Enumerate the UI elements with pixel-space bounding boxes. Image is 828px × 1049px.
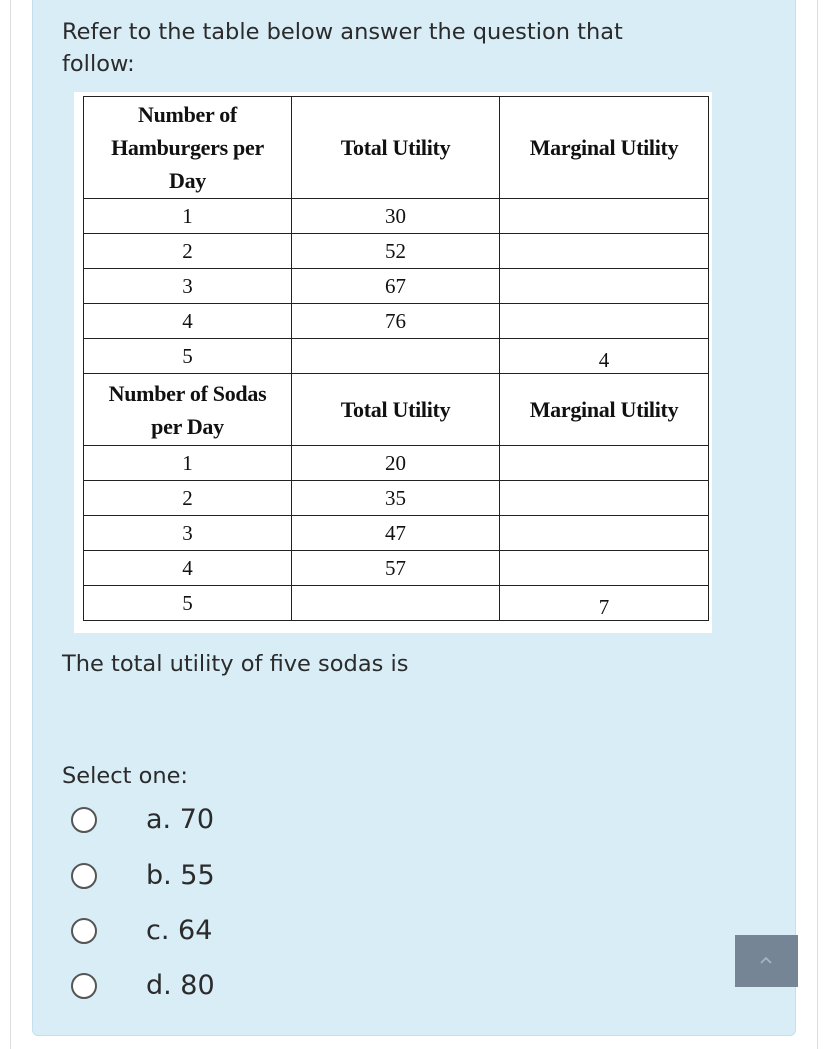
table-row bbox=[84, 199, 709, 234]
hamburger-marginal-utility-cell bbox=[500, 199, 709, 234]
answer-option-b[interactable] bbox=[70, 858, 370, 898]
soda-total-utility-cell: 57 bbox=[292, 551, 500, 586]
select-one-label: Select one: bbox=[62, 763, 189, 789]
answer-option-d[interactable] bbox=[70, 968, 370, 1008]
soda-count-header: Number of Sodas per Day bbox=[84, 374, 292, 446]
soda-total-utility-cell bbox=[292, 586, 500, 621]
back-to-top-button[interactable] bbox=[735, 935, 798, 987]
answer-option-label[interactable]: d. 80 bbox=[146, 970, 215, 1001]
answer-option-a[interactable] bbox=[70, 802, 370, 842]
table-row bbox=[84, 304, 709, 339]
hamburger-quantity-cell: 4 bbox=[84, 304, 292, 339]
table-row bbox=[84, 481, 709, 516]
soda-quantity-cell: 5 bbox=[84, 586, 292, 621]
hamburger-total-utility-cell: 76 bbox=[292, 304, 500, 339]
soda-marginal-utility-cell bbox=[500, 481, 709, 516]
hamburger-quantity-cell: 2 bbox=[84, 234, 292, 269]
utility-table-image bbox=[74, 92, 712, 633]
hamburger-marginal-utility-cell bbox=[500, 234, 709, 269]
chevron-up-icon bbox=[760, 956, 772, 964]
hamburger-total-utility-cell: 67 bbox=[292, 269, 500, 304]
hamburger-marginal-utility-cell bbox=[500, 269, 709, 304]
table-row bbox=[84, 339, 709, 374]
table-row bbox=[84, 516, 709, 551]
answer-option-label[interactable]: c. 64 bbox=[146, 915, 213, 946]
hamburger-marginal-utility-cell: 4 bbox=[500, 339, 709, 374]
hamburger-total-utility-cell: 30 bbox=[292, 199, 500, 234]
hamburger-marginal-utility-cell bbox=[500, 304, 709, 339]
hamburger-quantity-cell: 1 bbox=[84, 199, 292, 234]
table-row bbox=[84, 446, 709, 481]
hamburger-header-row bbox=[84, 97, 709, 199]
soda-quantity-cell: 1 bbox=[84, 446, 292, 481]
soda-total-utility-cell: 20 bbox=[292, 446, 500, 481]
hamburger-total-utility-cell bbox=[292, 339, 500, 374]
soda-total-utility-cell: 35 bbox=[292, 481, 500, 516]
question-prompt: Refer to the table below answer the question that follow: bbox=[62, 19, 623, 77]
hamburger-total-utility-header: Total Utility bbox=[292, 97, 500, 199]
table-row bbox=[84, 269, 709, 304]
table-row bbox=[84, 551, 709, 586]
answer-option-label[interactable]: b. 55 bbox=[146, 860, 215, 891]
soda-quantity-cell: 2 bbox=[84, 481, 292, 516]
hamburger-total-utility-cell: 52 bbox=[292, 234, 500, 269]
table-row bbox=[84, 586, 709, 621]
radio-button-a[interactable] bbox=[71, 807, 97, 833]
soda-total-utility-cell: 47 bbox=[292, 516, 500, 551]
hamburger-count-header: Number of Hamburgers per Day bbox=[84, 97, 292, 199]
soda-quantity-cell: 4 bbox=[84, 551, 292, 586]
radio-button-c[interactable] bbox=[71, 918, 97, 944]
soda-marginal-utility-cell bbox=[500, 516, 709, 551]
answer-option-label[interactable]: a. 70 bbox=[146, 804, 215, 835]
soda-marginal-utility-header: Marginal Utility bbox=[500, 374, 709, 446]
answer-option-c[interactable] bbox=[70, 913, 370, 953]
soda-marginal-utility-cell: 7 bbox=[500, 586, 709, 621]
utility-table bbox=[83, 96, 709, 621]
radio-button-d[interactable] bbox=[71, 973, 97, 999]
soda-header-row bbox=[84, 374, 709, 446]
radio-button-b[interactable] bbox=[71, 863, 97, 889]
hamburger-marginal-utility-header: Marginal Utility bbox=[500, 97, 709, 199]
soda-total-utility-header: Total Utility bbox=[292, 374, 500, 446]
hamburger-quantity-cell: 5 bbox=[84, 339, 292, 374]
soda-quantity-cell: 3 bbox=[84, 516, 292, 551]
hamburger-quantity-cell: 3 bbox=[84, 269, 292, 304]
soda-marginal-utility-cell bbox=[500, 446, 709, 481]
table-row bbox=[84, 234, 709, 269]
question-stem: The total utility of five sodas is bbox=[62, 651, 409, 677]
soda-marginal-utility-cell bbox=[500, 551, 709, 586]
